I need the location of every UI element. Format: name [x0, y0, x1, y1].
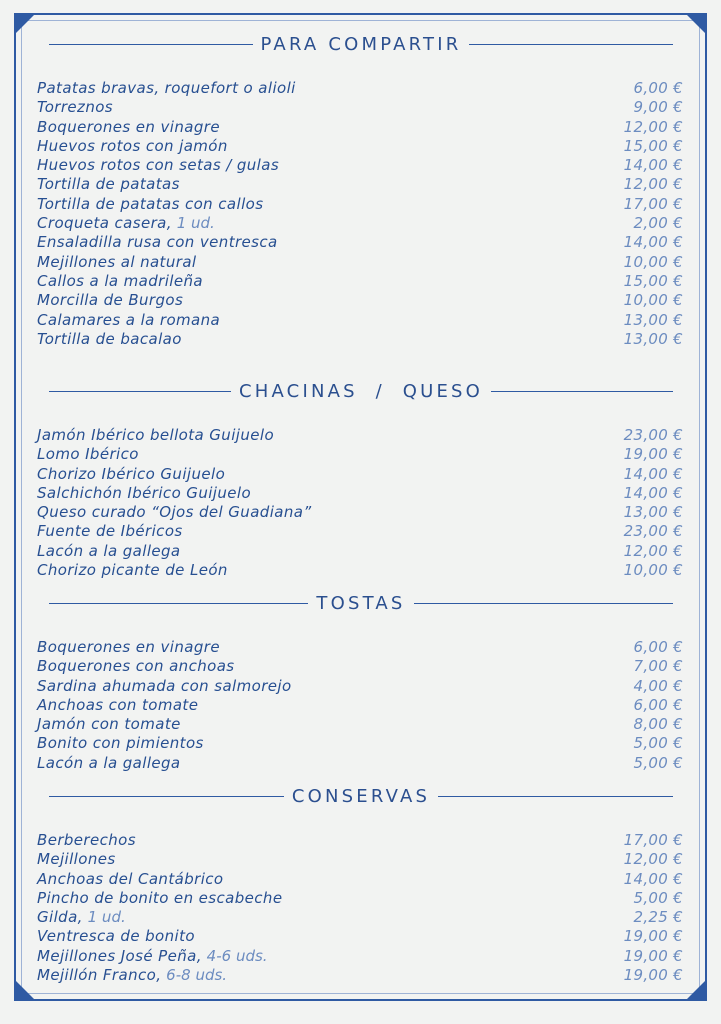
menu-item [37, 484, 685, 503]
item-price: 6,00 € [633, 79, 683, 97]
item-name: Jamón con tomate [37, 715, 181, 734]
item-name: Salchichón Ibérico Guijuelo [37, 483, 252, 502]
item-label [37, 927, 195, 945]
item-price: 5,00 € [633, 753, 683, 772]
item-label [37, 465, 225, 483]
item-note: 6-8 uds. [166, 966, 228, 985]
item-label [37, 522, 183, 540]
item-label [37, 79, 296, 97]
menu-item [37, 638, 685, 657]
item-name: Fuente de Ibéricos [37, 522, 183, 541]
section-title: CHACINAS / QUESO [231, 381, 491, 402]
corner-ornament-top-left [14, 13, 36, 35]
item-label [37, 484, 251, 502]
item-price: 23,00 € [623, 522, 683, 541]
item-price: 5,00 € [633, 734, 683, 753]
menu-item [37, 426, 685, 445]
item-label [37, 677, 292, 695]
item-price: 10,00 € [623, 291, 683, 310]
item-price: 6,00 € [633, 638, 683, 656]
item-price: 13,00 € [623, 310, 683, 329]
item-name: Anchoas del Cantábrico [37, 869, 224, 888]
item-name: Ventresca de bonito [37, 927, 195, 946]
item-price: 12,00 € [623, 117, 683, 136]
section-heading [37, 592, 685, 614]
item-price: 19,00 € [623, 927, 683, 946]
item-name: Tortilla de patatas con callos [37, 194, 264, 213]
item-name: Lacón a la gallega [37, 541, 181, 560]
item-label [37, 253, 196, 271]
menu-item [37, 175, 685, 194]
item-name: Torreznos [37, 98, 114, 117]
menu-item [37, 542, 685, 561]
item-price: 14,00 € [623, 483, 683, 502]
item-price: 15,00 € [623, 136, 683, 155]
item-price: 19,00 € [623, 966, 683, 985]
item-name: Tortilla de patatas [37, 175, 180, 194]
section-heading [37, 33, 685, 55]
menu-section [37, 785, 685, 985]
item-price: 10,00 € [623, 561, 683, 580]
corner-ornament-top-right [685, 13, 707, 35]
item-price: 13,00 € [623, 503, 683, 522]
item-note: 1 ud. [87, 908, 126, 927]
menu-item [37, 850, 685, 869]
menu-item [37, 214, 685, 233]
item-label [37, 214, 215, 232]
item-name: Bonito con pimientos [37, 734, 204, 753]
item-name: Lacón a la gallega [37, 753, 181, 772]
menu-item [37, 156, 685, 175]
item-list [37, 638, 685, 773]
section-title: PARA COMPARTIR [253, 34, 470, 55]
menu-item [37, 195, 685, 214]
section-title: CONSERVAS [284, 786, 438, 807]
menu-item [37, 445, 685, 464]
item-price: 6,00 € [633, 695, 683, 714]
menu-item [37, 696, 685, 715]
item-label [37, 175, 180, 193]
menu-item [37, 908, 685, 927]
item-label [37, 156, 279, 174]
item-name: Mejillones José Peña, [37, 946, 202, 965]
item-label [37, 638, 220, 656]
item-name: Anchoas con tomate [37, 695, 199, 714]
item-label [37, 98, 113, 116]
item-price: 2,25 € [633, 908, 683, 927]
menu-item [37, 311, 685, 330]
corner-ornament-bottom-left [14, 979, 36, 1001]
item-label [37, 233, 278, 251]
item-name: Mejillones al natural [37, 252, 197, 271]
menu-item [37, 118, 685, 137]
item-note: 1 ud. [176, 214, 215, 233]
item-name: Callos a la madrileña [37, 271, 204, 290]
item-name: Morcilla de Burgos [37, 291, 184, 310]
item-price: 17,00 € [623, 194, 683, 213]
menu-item [37, 870, 685, 889]
item-name: Chorizo Ibérico Guijuelo [37, 464, 226, 483]
menu-item [37, 889, 685, 908]
menu-item [37, 522, 685, 541]
item-label [37, 850, 116, 868]
menu-item [37, 677, 685, 696]
item-name: Pincho de bonito en escabeche [37, 888, 283, 907]
item-price: 12,00 € [623, 175, 683, 194]
menu-item [37, 947, 685, 966]
item-name: Sardina ahumada con salmorejo [37, 676, 292, 695]
item-name: Queso curado “Ojos del Guadiana” [37, 503, 312, 522]
item-label [37, 272, 203, 290]
item-price: 13,00 € [623, 329, 683, 348]
item-label [37, 311, 220, 329]
section-heading [37, 380, 685, 402]
menu-item [37, 831, 685, 850]
item-name: Boquerones con anchoas [37, 657, 235, 676]
item-price: 15,00 € [623, 271, 683, 290]
menu-item [37, 715, 685, 734]
item-price: 12,00 € [623, 541, 683, 560]
item-label [37, 503, 312, 521]
item-label [37, 947, 268, 965]
item-label [37, 291, 183, 309]
item-label [37, 195, 263, 213]
item-list [37, 426, 685, 580]
section-heading [37, 785, 685, 807]
item-price: 23,00 € [623, 426, 683, 444]
menu-item [37, 98, 685, 117]
item-label [37, 831, 136, 849]
item-label [37, 696, 198, 714]
menu-item [37, 79, 685, 98]
menu-item [37, 561, 685, 580]
item-name: Boquerones en vinagre [37, 117, 220, 136]
menu-item [37, 272, 685, 291]
menu-item [37, 503, 685, 522]
item-name: Chorizo picante de León [37, 561, 228, 580]
item-price: 5,00 € [633, 888, 683, 907]
menu-item [37, 330, 685, 349]
item-price: 10,00 € [623, 252, 683, 271]
item-label [37, 561, 228, 579]
item-label [37, 908, 126, 926]
menu-item [37, 465, 685, 484]
item-label [37, 715, 181, 733]
item-price: 8,00 € [633, 715, 683, 734]
item-name: Ensaladilla rusa con ventresca [37, 233, 278, 252]
item-label [37, 118, 220, 136]
item-label [37, 734, 204, 752]
menu-item [37, 657, 685, 676]
item-label [37, 137, 228, 155]
menu-item [37, 253, 685, 272]
item-price: 14,00 € [623, 464, 683, 483]
item-name: Mejillón Franco, [37, 966, 162, 985]
item-label [37, 542, 181, 560]
menu-item [37, 754, 685, 773]
item-label [37, 445, 139, 463]
item-price: 9,00 € [633, 98, 683, 117]
item-name: Patatas bravas, roquefort o alioli [37, 79, 296, 97]
item-name: Tortilla de bacalao [37, 329, 182, 348]
menu-section [37, 592, 685, 773]
item-label [37, 426, 274, 444]
item-name: Berberechos [37, 831, 136, 849]
item-label [37, 754, 181, 772]
item-name: Huevos rotos con jamón [37, 136, 228, 155]
menu-item [37, 233, 685, 252]
menu-section [37, 380, 685, 580]
item-list [37, 831, 685, 985]
item-label [37, 966, 227, 984]
menu-item [37, 137, 685, 156]
menu-item [37, 291, 685, 310]
item-price: 14,00 € [623, 233, 683, 252]
item-price: 12,00 € [623, 850, 683, 869]
item-price: 14,00 € [623, 869, 683, 888]
menu-item [37, 734, 685, 753]
item-price: 7,00 € [633, 657, 683, 676]
item-name: Boquerones en vinagre [37, 638, 220, 656]
item-label [37, 330, 182, 348]
menu-item [37, 966, 685, 985]
menu-item [37, 927, 685, 946]
item-list [37, 79, 685, 349]
menu-section [37, 33, 685, 349]
item-price: 17,00 € [623, 831, 683, 849]
corner-ornament-bottom-right [685, 979, 707, 1001]
item-price: 4,00 € [633, 676, 683, 695]
item-price: 2,00 € [633, 214, 683, 233]
item-name: Huevos rotos con setas / gulas [37, 156, 280, 175]
item-name: Croqueta casera, [37, 214, 172, 233]
item-name: Mejillones [37, 850, 116, 869]
item-name: Lomo Ibérico [37, 445, 139, 464]
item-note: 4-6 uds. [206, 946, 268, 965]
item-price: 19,00 € [623, 946, 683, 965]
item-label [37, 657, 235, 675]
item-name: Jamón Ibérico bellota Guijuelo [37, 426, 275, 444]
item-name: Gilda, [37, 908, 83, 927]
item-label [37, 889, 282, 907]
section-title: TOSTAS [308, 593, 413, 614]
item-label [37, 870, 224, 888]
item-price: 19,00 € [623, 445, 683, 464]
item-price: 14,00 € [623, 156, 683, 175]
item-name: Calamares a la romana [37, 310, 221, 329]
